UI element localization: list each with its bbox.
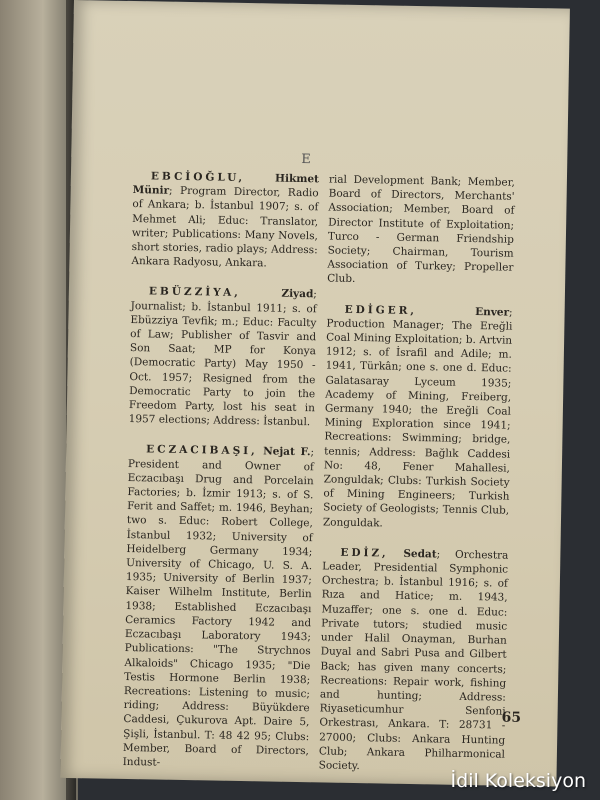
left-column [122,169,319,788]
entry-eczacibasi [123,442,315,772]
entry-text: ; Production Manager; The Ereğli Coal Mining Exploitation; b. Artvin 1912; s. of İsrafil and Adile; m. 1941, Türkân; one s. one d. Educ: Galatasaray Lyceum 1935; Academy of Mining, Freiberg, Germany 1940; the Ereğli Coal Mining Exploration since 1941; Recreations: Swimming; bridge, tennis; Address: Bağlık Caddesi No: 48, Fener Mahallesi, Zonguldak; Clubs: Turkish Society of Mining Engineers; Turkish Society of Geologists; Tennis Club, Zonguldak. [322,306,513,530]
entry-surname: EBCİOĞLU, [150,170,246,185]
entry-eczacibasi-continued [327,172,515,289]
book-page [60,0,570,787]
watermark: İdil Koleksiyon [450,770,586,792]
entry-surname: ECZACIBAŞI, [146,443,258,458]
entry-ebcioglu [131,169,319,272]
entry-ediz [319,545,509,775]
page-number: 65 [501,709,522,726]
entry-ediger [323,302,513,532]
entry-given-name: Hikmet Münir [132,172,320,197]
entry-given-name: Ziyad [281,288,314,301]
entry-surname: EBÜZZİYA, [148,285,241,300]
right-column [318,172,515,791]
entry-ebuzziya [129,284,317,429]
entry-text: rial Development Bank; Member, Board of Directors, Merchants' Association; Member, Board of Director Institute of Exploitation; Turco - German Friendship Society; Chairman, Tourism Association of Turkey; Propeller Club. [327,173,515,286]
entry-text: ; Program Director, Radio of Ankara; b. İstanbul 1907; s. of Mehmet Ali; Educ: Translator, writer; Publications: Many Novels, short stories, radio plays; Address: Ankara Radyosu, Ankara. [131,184,319,270]
entry-surname: EDİGER, [344,303,418,317]
entry-surname: EDİZ, [340,546,389,560]
entry-text: ; President and Owner of Eczacıbaşı Drug and Porcelain Factories; b. İzmir 1913; s. of S. Ferit and Saffet; m. 1946, Beyhan; two s. Educ: Robert College, İstanbul 1932; University of Heidelberg Germany 1934; University of Chicago, U. S. A. 1935; University of Berlin 1937; Kaiser Wilhelm Institute, Berlin 1938; Established Eczacıbaşı Ceramics Factory 1942 and Eczacıbaşı Laboratory 1943; Publications: "The Strychnos Alkaloids" Chicago 1935; "Die Testis Hormone Berlin 1938; Recreations: Listening to music; riding; Address: Büyükdere Caddesi, Çukurova Apt. Daire 5, Şişli, İstanbul. T: 48 42 95; Clubs: Member, Board of Directors, Indust- [122,446,315,769]
entry-given-name: Nejat F. [263,445,311,459]
entry-given-name: Sedat [403,547,437,561]
entry-text: ; Orchestra Leader, Presidential Symphonic Orchestra; b. İstanbul 1916; s. of Rıza and Hatice; m. 1943, Muzaffer; one s. one d. Educ: Private tutors; studied music under Halil Onayman, Burhan Duyal and Sabri Pusa and Gilbert Back; has given many concerts; Recreations: Repair work, fishing and hunting; Address: Riyaseticumhur Senfoni Orkestrası, Ankara. T: 28731 - 27000; Clubs: Ankara Hunting Club; Ankara Philharmonical Society. [318,548,509,773]
entry-given-name: Enver [475,305,510,319]
section-letter: E [301,151,311,168]
entry-text: ; Journalist; b. İstanbul 1911; s. of Ebüzziya Tevfik; m.; Educ: Faculty of Law; Publisher of Tasvir and Son Saat; MP for Konya (Democratic Party) May 1950 - Oct. 1957; Resigned from the Democratic Party to join the Freedom Party, lost his seat in 1957 elections; Address: İstanbul. [128,288,317,429]
